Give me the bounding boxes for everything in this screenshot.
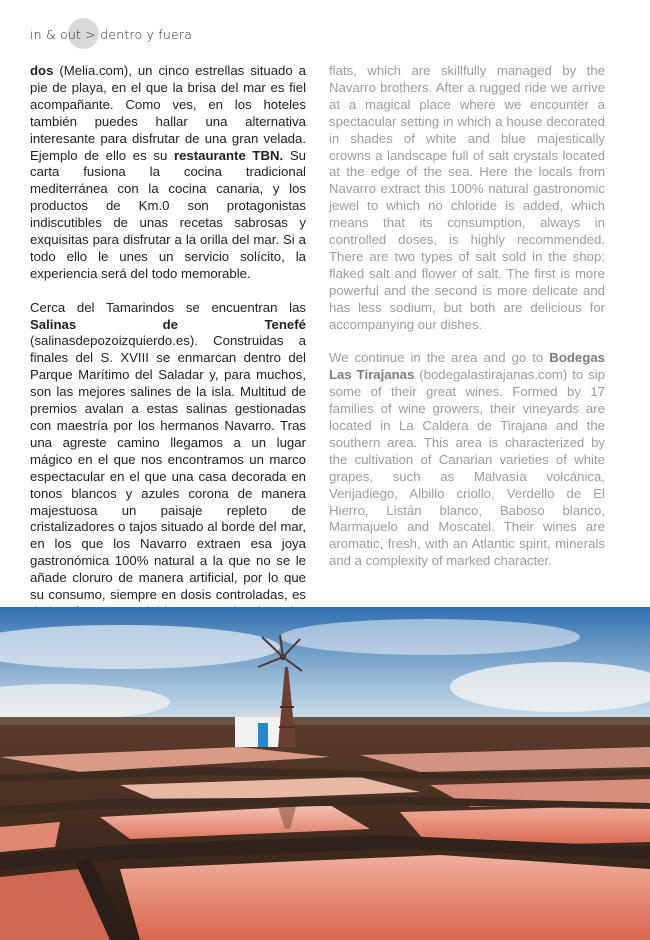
bold-text: Salinas de Tenefé <box>30 316 306 332</box>
bold-text: Bodegas Las Tirajanas <box>329 350 605 383</box>
photo-illustration <box>0 607 650 940</box>
salt-flats-photo <box>0 607 650 940</box>
section-label: in & out > dentro y fuera <box>30 26 193 42</box>
paragraph <box>30 63 306 283</box>
body-text: (Melia.com), un cinco estrellas situado a pie de playa, en el que la brisa del mar es fiel acompañante. Como ves, en los hoteles también puedes hallar una alternativa interesante para disfrutar de una gran velada. Ejemplo de ello es su <box>30 63 306 163</box>
right-column-english <box>329 63 605 587</box>
bold-text: restaurante TBN. <box>173 147 284 163</box>
body-text: Su carta fusiona la cocina tradicional mediterránea con la cocina canaria, y los productos de Km.0 son protagonistas indiscutibles de unas recetas sabrosas y exquisitas para disfrutar a la orilla del mar. Si a todo ello le unes un servicio solícito, la experiencia será del todo memorable. <box>30 147 306 281</box>
body-text: We continue in the area and go to <box>329 350 550 366</box>
body-text: flats, which are skillfully managed by the Navarro brothers. After a rugged ride we arrive at a magical place where we encounter a spectacular setting in which a house decorated in shades of white and blue majestically crowns a landscape full of salt crystals located at the edge of the sea. Here the locals from Navarro extract this 100% natural gastronomic jewel to which no chloride is added, which means that its consumption, always in controlled doses, is highly recommended. There are two types of salt sold in the shop: flaked salt and flower of salt. The first is more powerful and the second is more delicate and has less sodium, but both are delicious for accompanying our dishes. <box>329 63 605 332</box>
left-column-spanish <box>30 63 306 638</box>
body-text: (bodegalastirajanas.com) to sip some of their great wines. Formed by 17 families of wine growers, their vineyards are located in La Caldera de Tirajana and the southern area. This area is characterized by the cultivation of Canarian varieties of white grapes, such as Malvasía volcánica, Verijadiego, Albillo criollo, Verdello de El Hierro, Listán blanco, Baboso blanco, Marmajuelo and Moscatel. Their wines are aromatic, fresh, with an Atlantic spirit, minerals and a complexity of marked character. <box>329 367 605 569</box>
paragraph <box>30 300 306 621</box>
body-text: (salinasdepozoizquierdo.es). Construidas a finales del S. XVIII se enmarcan dentro del Parque Marítimo del Saladar y, para muchos, son las mejores salines de la isla. Multitud de premios avalan a estas salinas gestionadas con maestría por los hermanos Navarro. Tras una agreste camino llegamos a un lugar mágico en el que nos encontramos un marco espectacular en el que una casa decorada en tonos blancos y azules corona de manera majestuosa un paisaje repleto de cristalizadores o tajos situado al borde del mar, en los que los Navarro extraen esa joya gastronómica 100% natural a la que no se le añade cloruro de manera artificial, por lo que su consumo, siempre en dosis controladas, es <box>30 333 306 603</box>
bold-text: dos <box>30 63 54 78</box>
body-text: Cerca del Tamarindos se encuentran las <box>30 299 306 315</box>
paragraph <box>329 350 605 570</box>
section-header <box>30 22 192 46</box>
paragraph <box>329 63 605 334</box>
